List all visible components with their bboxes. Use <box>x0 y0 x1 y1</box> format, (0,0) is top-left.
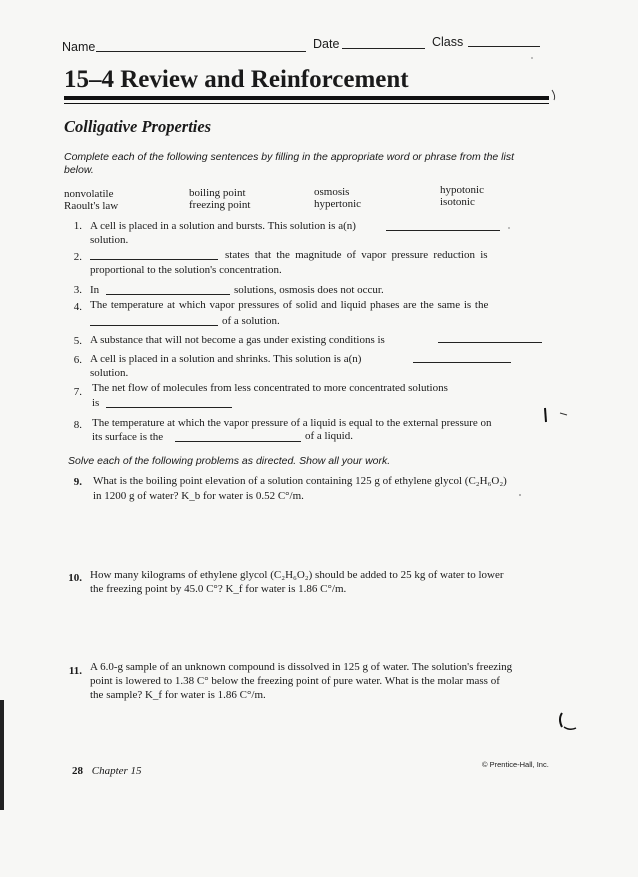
page-title: 15–4 Review and Reinforcement <box>64 66 409 93</box>
word-bank-item: osmosis <box>314 186 350 198</box>
date-label: Date <box>313 37 340 51</box>
question-text: A cell is placed in a solution and bursts. This solution is a(n) <box>90 220 356 232</box>
problem-number: 11. <box>68 665 82 677</box>
footer-page-info <box>72 765 142 777</box>
word-bank-col-2 <box>189 187 250 211</box>
question-1 <box>64 219 544 249</box>
question-text: is <box>92 397 100 409</box>
question-2 <box>64 248 544 278</box>
question-6 <box>64 351 544 381</box>
word-bank-col-4 <box>440 184 484 208</box>
problem-text: How many kilograms of ethylene glycol (C₂H₆O₂) should be added to 25 kg of water to lower <box>90 569 504 581</box>
question-number: 8. <box>73 419 82 431</box>
answer-blank[interactable] <box>386 219 500 231</box>
answer-blank[interactable] <box>106 283 230 295</box>
title-rule-thick <box>64 96 549 100</box>
question-8 <box>64 412 544 442</box>
word-bank-col-1 <box>64 188 118 212</box>
question-text: The temperature at which the vapor pressure of a liquid is equal to the external pressure on <box>92 417 492 429</box>
name-field[interactable] <box>96 51 306 52</box>
section-subtitle: Colligative Properties <box>64 117 212 136</box>
question-text: solution. <box>90 367 129 379</box>
page-number: 28 <box>72 765 83 777</box>
date-field[interactable] <box>342 48 425 49</box>
word-bank-item: isotonic <box>440 196 475 208</box>
question-text: solutions, osmosis does not occur. <box>234 284 384 296</box>
question-number: 1. <box>73 220 82 232</box>
question-text: The net flow of molecules from less concentrated to more concentrated solutions <box>92 382 448 394</box>
word-bank-item: boiling point <box>189 187 246 199</box>
answer-blank[interactable] <box>175 430 301 442</box>
question-7 <box>64 381 544 411</box>
question-text: of a liquid. <box>305 430 353 442</box>
class-field[interactable] <box>468 46 540 47</box>
problem-text: What is the boiling point elevation of a solution containing 125 g of ethylene glycol (C₂H₆O₂) <box>93 475 507 487</box>
question-text: A cell is placed in a solution and shrinks. This solution is a(n) <box>90 353 362 365</box>
answer-blank[interactable] <box>106 396 232 408</box>
answer-blank[interactable] <box>413 351 511 363</box>
word-bank-item: Raoult's law <box>64 200 119 212</box>
word-bank-item: nonvolatile <box>64 188 114 200</box>
title-rule-thin <box>64 103 549 104</box>
problem-number: 10. <box>68 572 82 584</box>
problem-10 <box>64 566 554 600</box>
question-text: The temperature at which vapor pressures of solid and liquid phases are the same is the <box>90 299 489 311</box>
name-label: Name <box>62 40 96 54</box>
problem-text: point is lowered to 1.38 C° below the freezing point of pure water. What is the molar mass of <box>90 675 500 687</box>
question-text: A substance that will not become a gas under existing conditions is <box>90 334 385 346</box>
problem-text: the sample? K_f for water is 1.86 C°/m. <box>90 689 266 701</box>
question-number: 2. <box>73 251 82 263</box>
problem-text: the freezing point by 45.0 C°? K_f for water is 1.86 C°/m. <box>90 583 347 595</box>
question-text: its surface is the <box>92 431 164 443</box>
question-text: of a solution. <box>222 315 280 327</box>
problem-text: in 1200 g of water? K_b for water is 0.52 C°/m. <box>93 490 304 502</box>
question-text: solution. <box>90 234 129 246</box>
question-number: 5. <box>73 335 82 347</box>
question-text: states that the magnitude of vapor pressure reduction is <box>225 249 488 261</box>
chapter-label: Chapter 15 <box>91 765 142 777</box>
question-3 <box>64 283 544 299</box>
problem-text: A 6.0-g sample of an unknown compound is dissolved in 125 g of water. The solution's freezing <box>90 661 513 673</box>
class-label: Class <box>432 35 464 49</box>
question-number: 4. <box>73 301 82 313</box>
word-bank-col-3 <box>314 186 361 210</box>
word-bank-item: freezing point <box>189 199 251 211</box>
question-number: 6. <box>73 354 82 366</box>
word-bank-item: hypertonic <box>314 198 362 210</box>
question-text: In <box>90 284 100 296</box>
copyright: © Prentice-Hall, Inc. <box>482 760 549 769</box>
question-5 <box>64 331 544 347</box>
word-bank-item: hypotonic <box>440 184 484 196</box>
problem-9 <box>64 472 554 506</box>
question-number: 7. <box>73 386 82 398</box>
question-4 <box>64 298 544 328</box>
answer-blank[interactable] <box>438 331 542 343</box>
question-text: proportional to the solution's concentration. <box>90 264 282 276</box>
instructions-problems: Solve each of the following problems as directed. Show all your work. <box>68 455 391 467</box>
answer-blank[interactable] <box>90 248 218 260</box>
answer-blank[interactable] <box>90 314 218 326</box>
problem-number: 9. <box>73 476 82 488</box>
question-number: 3. <box>73 284 82 296</box>
problem-11 <box>64 660 554 708</box>
instructions-fill-in: Complete each of the following sentences by filling in the appropriate word or phrase from the list below. <box>64 151 514 176</box>
